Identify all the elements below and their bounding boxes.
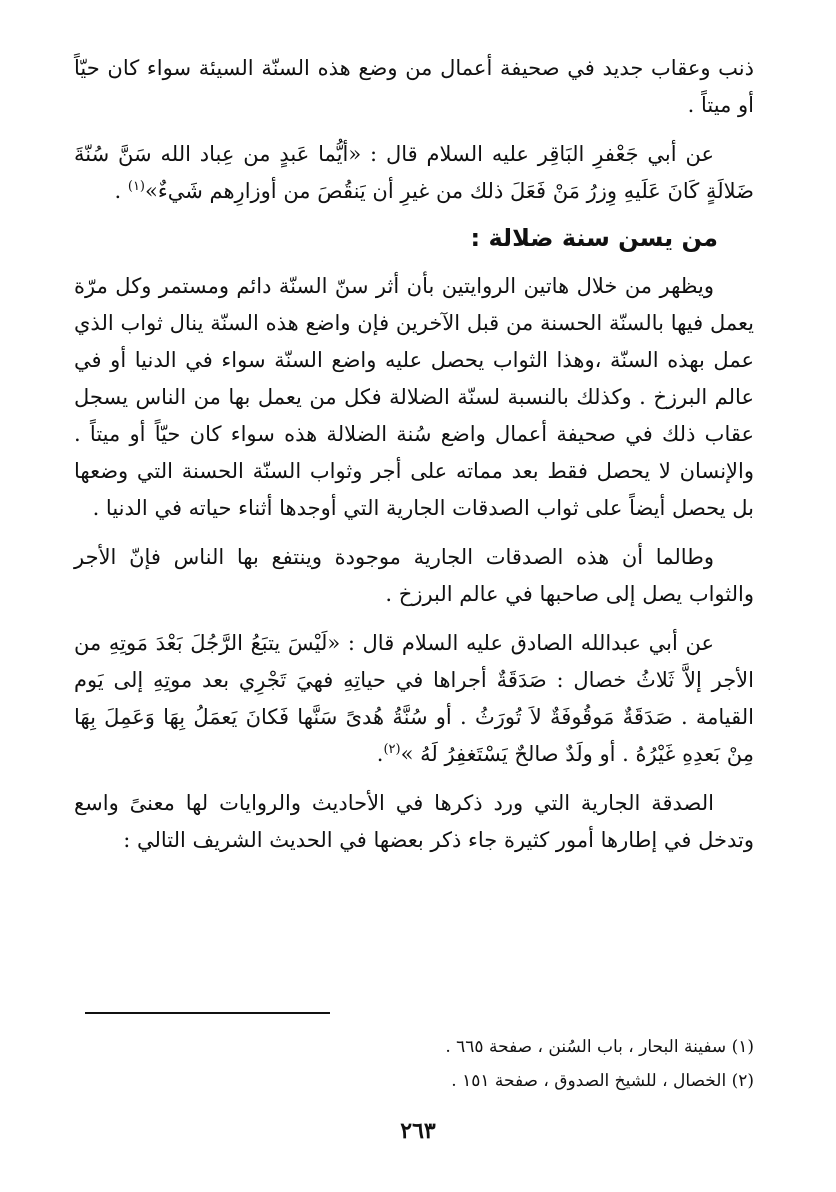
footnote-marker-1[interactable]: (١): [127, 179, 145, 194]
paragraph-hadith-baqir: عن أبي جَعْفرِ البَاقِر عليه السلام قال : «أيُّما عَبدٍ من عِباد الله سَنَّ سُنّةَ ضَلالَةٍ كَانَ عَلَيهِ وِزرُ مَنْ فَعَلَ ذلك من غيرِ أن يَنقُصَ من أوزارِهم شَيءٌ»$^{(١)}$ .: [74, 142, 754, 203]
paragraph-sadaqat: وطالما أن هذه الصدقات الجارية موجودة وينتفع بها الناس فإنّ الأجر والثواب يصل إلى صاحبها في عالم البرزخ .: [74, 545, 754, 606]
hadith-baqir-text: عن أبي جَعْفرِ البَاقِر عليه السلام قال : «أيُّما عَبدٍ من عِباد الله سَنَّ سُنّةَ ضَلالَةٍ كَانَ عَلَيهِ وِزرُ مَنْ فَعَلَ ذلك من غيرِ أن يَنقُصَ من أوزارِهم شَيءٌ»: [74, 142, 754, 203]
footnotes: [74, 1030, 754, 1098]
footnote-2: (٢) الخصال ، للشيخ الصدوق ، صفحة ١٥١ .: [451, 1071, 754, 1091]
footnote-1: (١) سفينة البحار ، باب السُنن ، صفحة ٦٦٥ .: [445, 1037, 754, 1057]
page-body: [74, 50, 754, 859]
paragraph-closing: الصدقة الجارية التي ورد ذكرها في الأحاديث والروايات لها معنىً واسع وتدخل في إطارها أمور كثيرة جاء ذكر بعضها في الحديث الشريف التالي :: [74, 791, 754, 852]
footnote-divider: [85, 1012, 330, 1014]
footnote-marker-2[interactable]: (٢): [383, 742, 401, 757]
paragraph-continuation: ذنب وعقاب جديد في صحيفة أعمال من وضع هذه السنّة السيئة سواء كان حيّاً أو ميتاً .: [74, 56, 754, 117]
paragraph-hadith-sadiq: عن أبي عبدالله الصادق عليه السلام قال : «لَيْسَ يتبَعُ الرَّجُلَ بَعْدَ مَوتِهِ من الأجر إلاَّ ثَلاثُ خصال : صَدَقَةٌ أجراها في حياتِهِ فهيَ تَجْرِي بعد موتِهِ إلى يَوم القيامة . صَدَقَةٌ مَوقُوفَةٌ لاَ تُورَثُ . أو سُنَّةُ هُدىً سَنَّها فَكانَ يَعمَلُ بِهَا وَعَمِلَ بِهَا مِنْ بَعدِهِ غَيْرُهُ . أو ولَدٌ صالحٌ يَسْتَغفِرُ لَهُ »$^{(٢)}$.: [74, 631, 754, 766]
paragraph-explanation: ويظهر من خلال هاتين الروايتين بأن أثر سنّ السنّة دائم ومستمر وكل مرّة يعمل فيها بالسنّة الحسنة من قبل الآخرين فإن واضع هذه السنّة ينال ثواب الذي عمل بهذه السنّة ،وهذا الثواب يحصل عليه واضع السنّة سواء في الدنيا أو في عالم البرزخ . وكذلك بالنسبة لسنّة الضلالة فكل من يعمل بها من الناس يسجل عقاب ذلك في صحيفة أعمال واضع سُنة الضلالة هذه سواء كان حيّاً أو ميتاً . والإنسان لا يحصل فقط بعد مماته على أجر وثواب السنّة الحسنة التي وضعها بل يحصل أيضاً على ثواب الصدقات الجارية التي أوجدها أثناء حياته في الدنيا .: [74, 274, 754, 520]
hadith-sadiq-text: عن أبي عبدالله الصادق عليه السلام قال : «لَيْسَ يتبَعُ الرَّجُلَ بَعْدَ مَوتِهِ من الأجر إلاَّ ثَلاثُ خصال : صَدَقَةٌ أجراها في حياتِهِ فهيَ تَجْرِي بعد موتِهِ إلى يَوم القيامة . صَدَقَةٌ مَوقُوفَةٌ لاَ تُورَثُ . أو سُنَّةُ هُدىً سَنَّها فَكانَ يَعمَلُ بِهَا وَعَمِلَ بِهَا مِنْ بَعدِهِ غَيْرُهُ . أو ولَدٌ صالحٌ يَسْتَغفِرُ لَهُ »: [74, 631, 754, 766]
page-number: ٢٦٣: [400, 1118, 436, 1144]
section-heading: من يسن سنة ضلالة :: [470, 224, 718, 252]
